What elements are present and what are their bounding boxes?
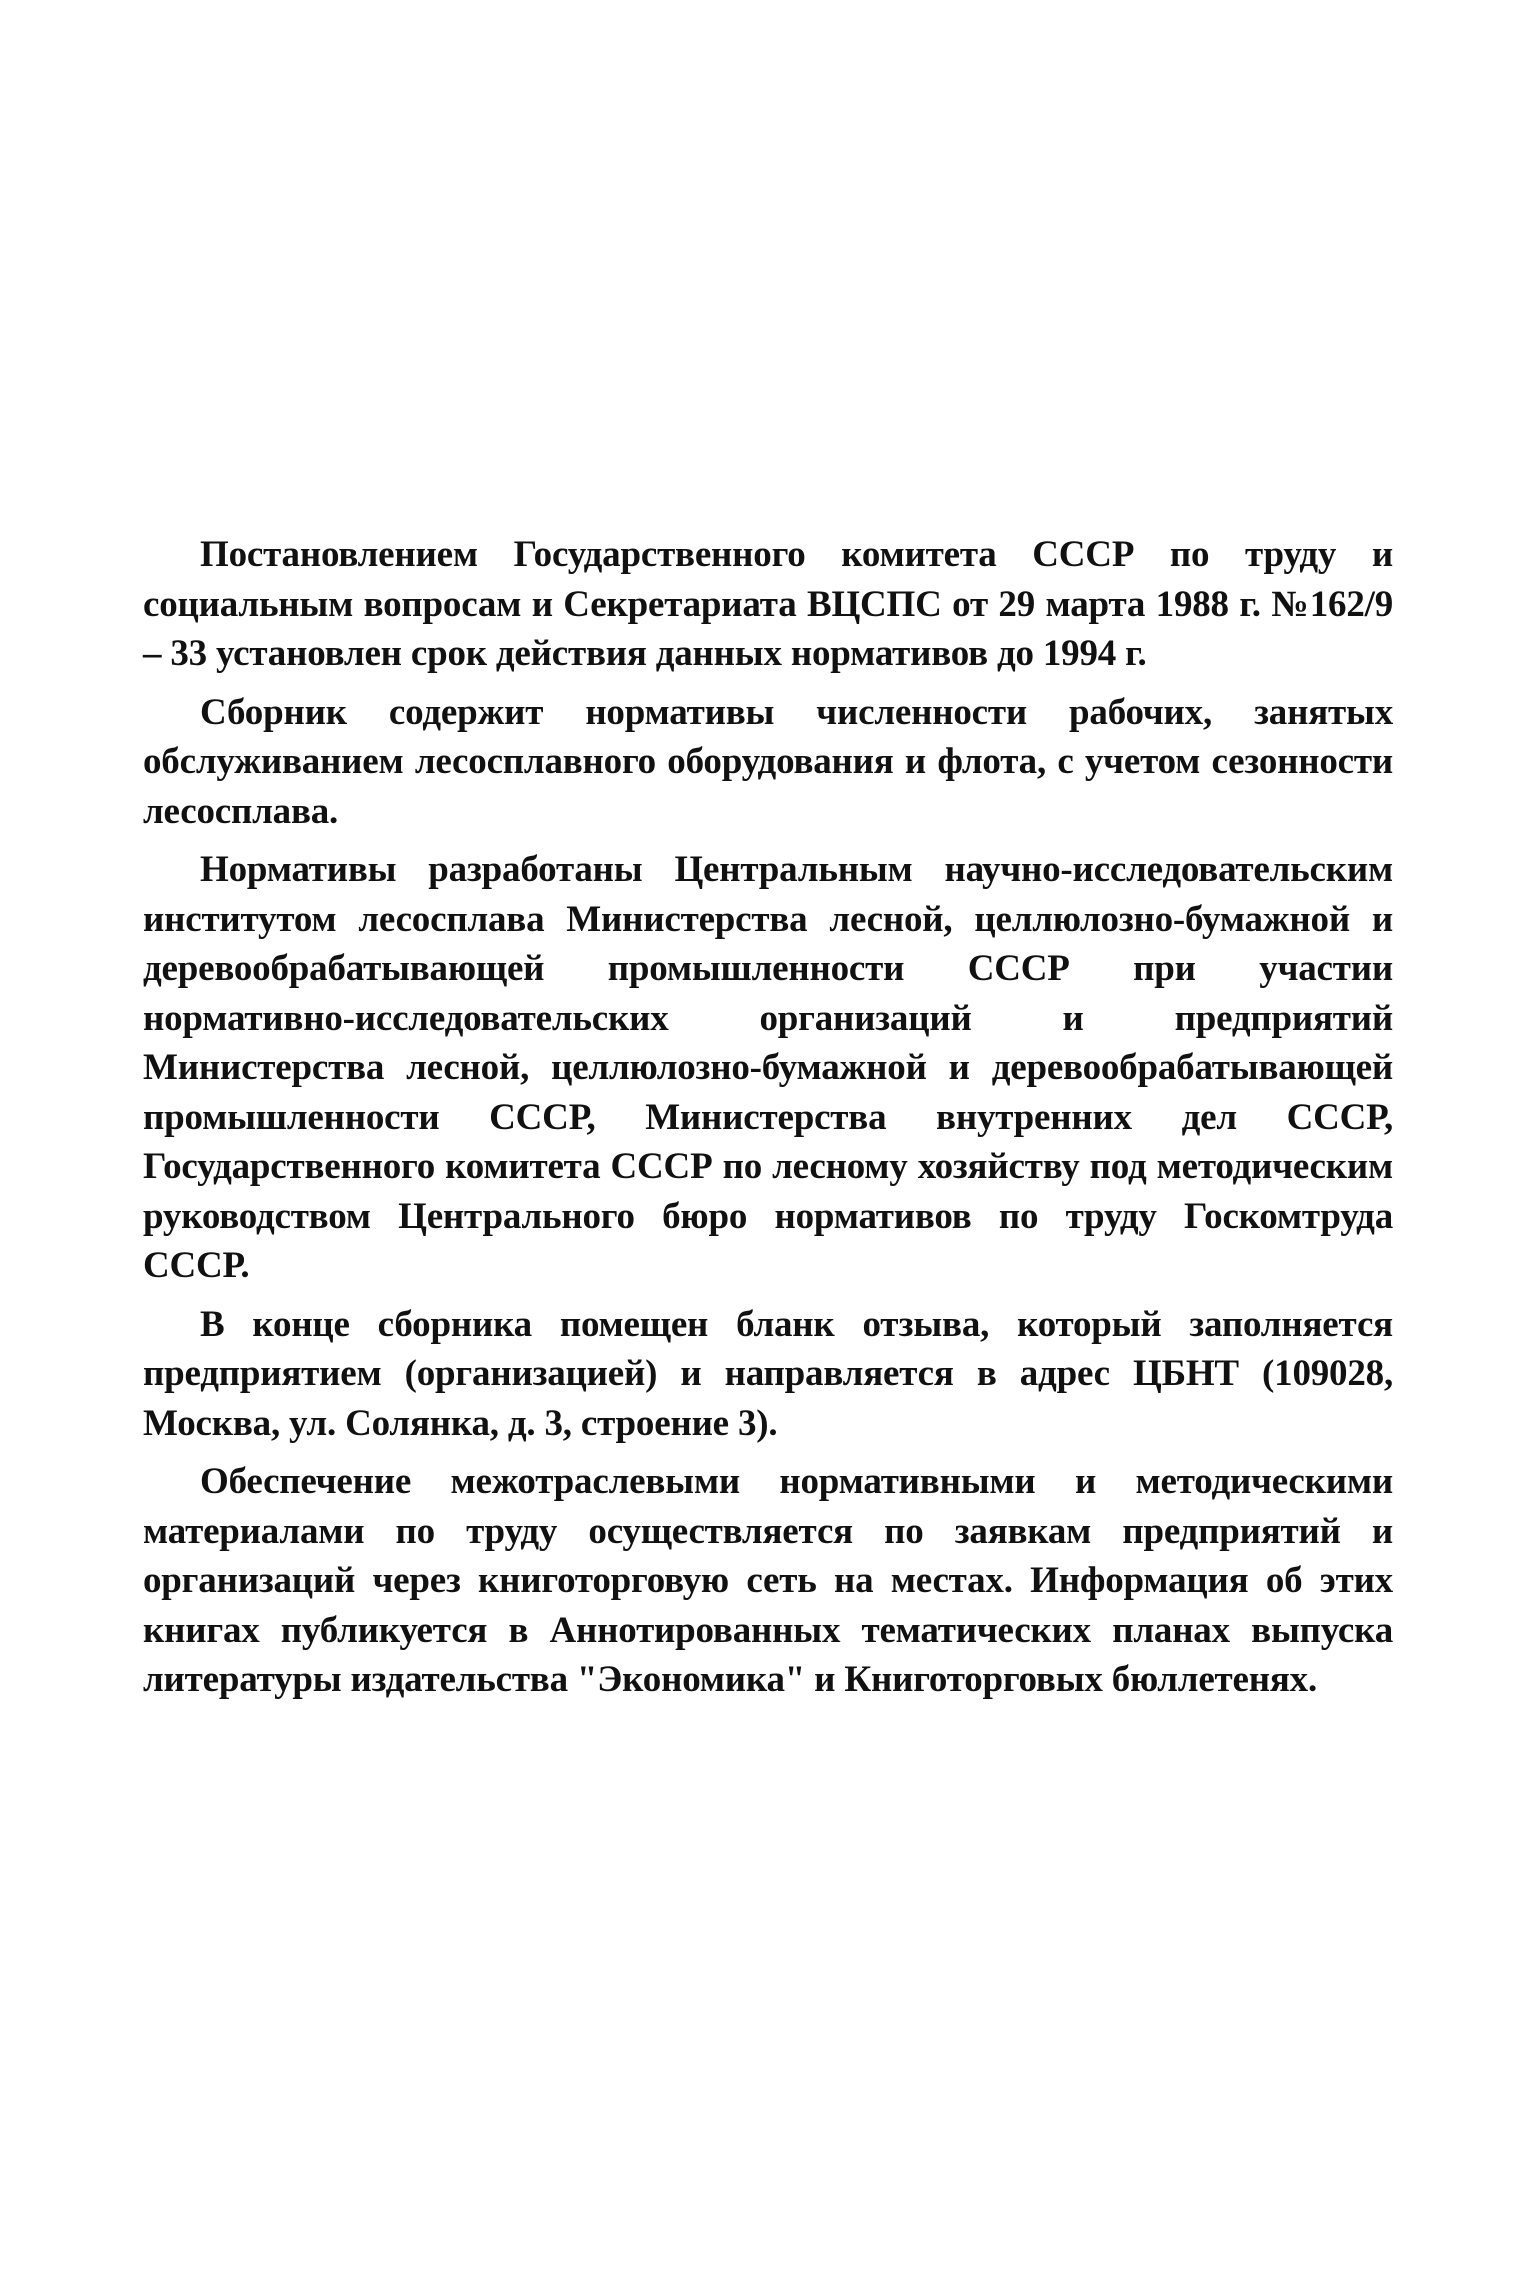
paragraph-feedback-form: В конце сборника помещен бланк отзыва, который заполняется предприятием (организацией) и направляется в адрес ЦБНТ (109028, Москва, ул. Солянка, д. 3, строение 3). (143, 1303, 1393, 1444)
paragraph-resolution: Постановлением Государственного комитета СССР по труду и социальным вопросам и Секретариата ВЦСПС от 29 марта 1988 г. №162/9 – 33 установлен срок действия данных нормативов до 1994 г. (143, 534, 1393, 674)
paragraph-contents: Сборник содержит нормативы численности рабочих, занятых обслуживанием лесосплавного оборудования и флота, с учетом сезонности лесосплава. (143, 691, 1393, 832)
document-page (143, 530, 1393, 1705)
paragraph-developers: Нормативы разработаны Центральным научно-исследовательским институтом лесосплава Министерства лесной, целлюлозно-бумажной и деревообрабатывающей промышленности СССР при участии нормативно-исследовательских организаций и предприятий Министерства лесной, целлюлозно-бумажной и деревообрабатывающей промышленности СССР, Министерства внутренних дел СССР, Государственного комитета СССР по лесному хозяйству под методическим руководством Центрального бюро нормативов по труду Госкомтруда СССР. (143, 849, 1393, 1286)
paragraph-distribution: Обеспечение межотраслевыми нормативными и методическими материалами по труду осуществляется по заявкам предприятий и организаций через книготорговую сеть на местах. Информация об этих книгах публикуется в Аннотированных тематических планах выпуска литературы издательства "Экономика" и Книготорговых бюллетенях. (143, 1461, 1393, 1700)
